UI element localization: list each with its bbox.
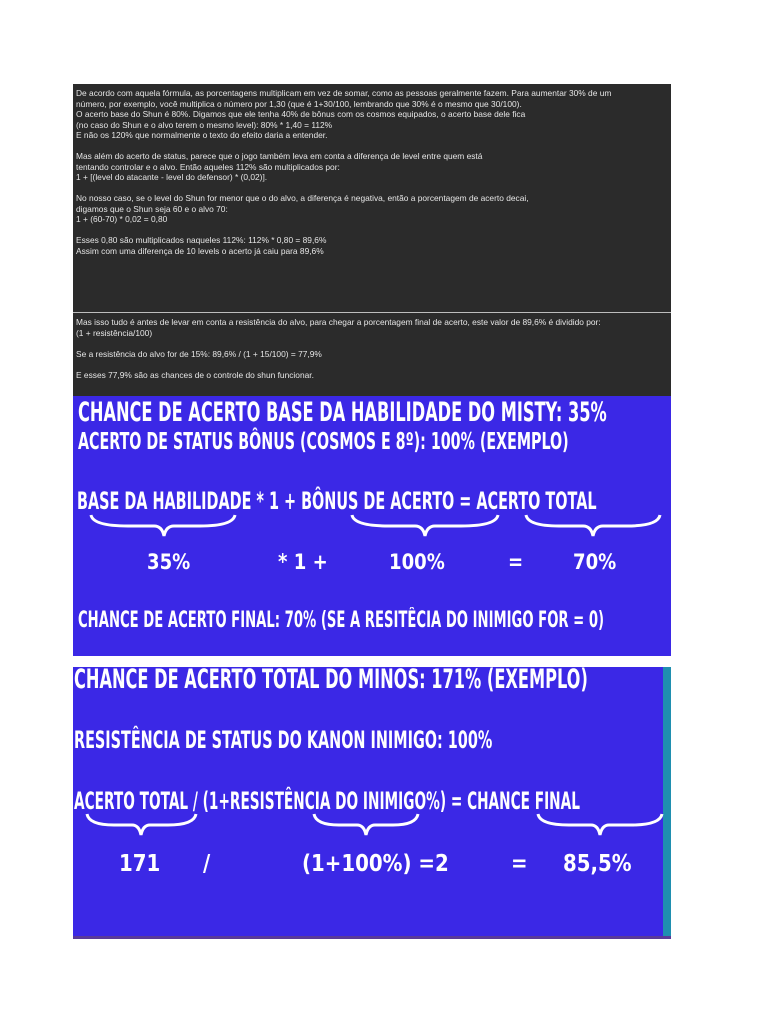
- chat-line: tentando controlar e o alvo. Então aqueles 112% são multiplicados por:: [76, 161, 340, 172]
- panel-divider: [73, 312, 671, 313]
- chat-line: O acerto base do Shun é 80%. Digamos que ele tenha 40% de bônus com os cosmos equipados, o acerto base dele fica: [76, 109, 526, 119]
- slide1-value-bonus: 100%: [389, 550, 445, 574]
- slide2-value-total: 171: [119, 851, 161, 877]
- chat-line: número, por exemplo, você multiplica o número por 1,30 (que é 1+30/100, lembrando que 30% é o mesmo que 30/100).: [76, 98, 522, 109]
- chat-line: Mas isso tudo é antes de levar em conta a resistência do alvo, para chegar a porcentagem final de acerto, este valor de 89,6% é dividido por:: [76, 317, 601, 327]
- chat-line: Esses 0,80 são multiplicados naqueles 112%: 112% * 0,80 = 89,6%: [76, 235, 327, 245]
- chat-line: 1 + [(level do atacante - level do defensor) * (0,02)].: [76, 172, 268, 182]
- slide1-value-base: 35%: [147, 550, 191, 574]
- chat-upper-block: [76, 88, 668, 256]
- slide1-value-total: 70%: [573, 550, 617, 574]
- brace-icon: [535, 811, 665, 837]
- slide2-value-final: 85,5%: [563, 851, 632, 877]
- chat-line: De acordo com aquela fórmula, as porcentagens multiplicam em vez de somar, como as pessoas geralmente fazem. Para aumentar 30% de um: [76, 88, 612, 98]
- chat-line: [76, 141, 668, 152]
- chat-text-panel: [73, 84, 671, 396]
- chat-line: E esses 77,9% são as chances de o controle do shun funcionar.: [76, 369, 314, 380]
- slide-edge: [663, 667, 671, 939]
- chat-line: [76, 338, 668, 349]
- chat-line: [76, 183, 668, 194]
- slide1-subtitle-line: ACERTO DE STATUS BÔNUS (COSMOS E 8º): 100% (EXEMPLO): [78, 429, 569, 455]
- brace-icon: [311, 811, 421, 837]
- slide-edge-bottom: [73, 936, 671, 939]
- slide1-final-chance: CHANCE DE ACERTO FINAL: 70% (SE A RESITÊCIA DO INIMIGO FOR = 0): [78, 608, 605, 633]
- chat-line: E não os 120% que normalmente o texto do efeito daria a entender.: [76, 130, 328, 140]
- chat-lower-block: [76, 317, 668, 380]
- slide1-title-line: CHANCE DE ACERTO BASE DA HABILIDADE DO MISTY: 35%: [78, 397, 607, 428]
- slide2-subtitle-line: RESISTÊNCIA DE STATUS DO KANON INIMIGO: 100%: [74, 726, 493, 754]
- chat-line: [76, 225, 668, 236]
- slide2-title-line: CHANCE DE ACERTO TOTAL DO MINOS: 171% (EXEMPLO): [74, 664, 588, 695]
- slide1-equals: =: [508, 550, 524, 574]
- slide2-formula: ACERTO TOTAL / (1+RESISTÊNCIA DO INIMIGO%) = CHANCE FINAL: [74, 787, 580, 815]
- brace-icon: [523, 512, 663, 538]
- chat-line: No nosso caso, se o level do Shun for menor que o do alvo, a diferença é negativa, então a porcentagem de acerto decai,: [76, 193, 529, 203]
- chat-line: (1 + resistência/100): [76, 327, 153, 338]
- slide-misty-formula: [73, 396, 671, 656]
- brace-icon: [349, 512, 501, 538]
- chat-line: Se a resistência do alvo for de 15%: 89,6% / (1 + 15/100) = 77,9%: [76, 348, 322, 359]
- slide2-equals: =: [511, 851, 528, 877]
- slide2-value-divisor: (1+100%) =2: [302, 851, 449, 877]
- chat-line: digamos que o Shun seja 60 e o alvo 70:: [76, 203, 228, 214]
- chat-line: [76, 359, 668, 370]
- brace-icon: [88, 512, 238, 538]
- slide1-operator: * 1 +: [278, 550, 328, 574]
- slide2-operator: /: [203, 851, 211, 877]
- chat-line: (no caso do Shun e o alvo terem o mesmo level): 80% * 1,40 = 112%: [76, 119, 333, 130]
- slide-minos-formula: [73, 664, 671, 939]
- slide1-formula: BASE DA HABILIDADE * 1 + BÔNUS DE ACERTO = ACERTO TOTAL: [77, 487, 597, 515]
- chat-line: 1 + (60-70) * 0,02 = 0,80: [76, 214, 168, 224]
- chat-line: Mas além do acerto de status, parece que o jogo também leva em conta a diferença de level entre quem está: [76, 151, 483, 161]
- brace-icon: [84, 811, 199, 837]
- chat-line: Assim com uma diferença de 10 levels o acerto já caiu para 89,6%: [76, 245, 324, 256]
